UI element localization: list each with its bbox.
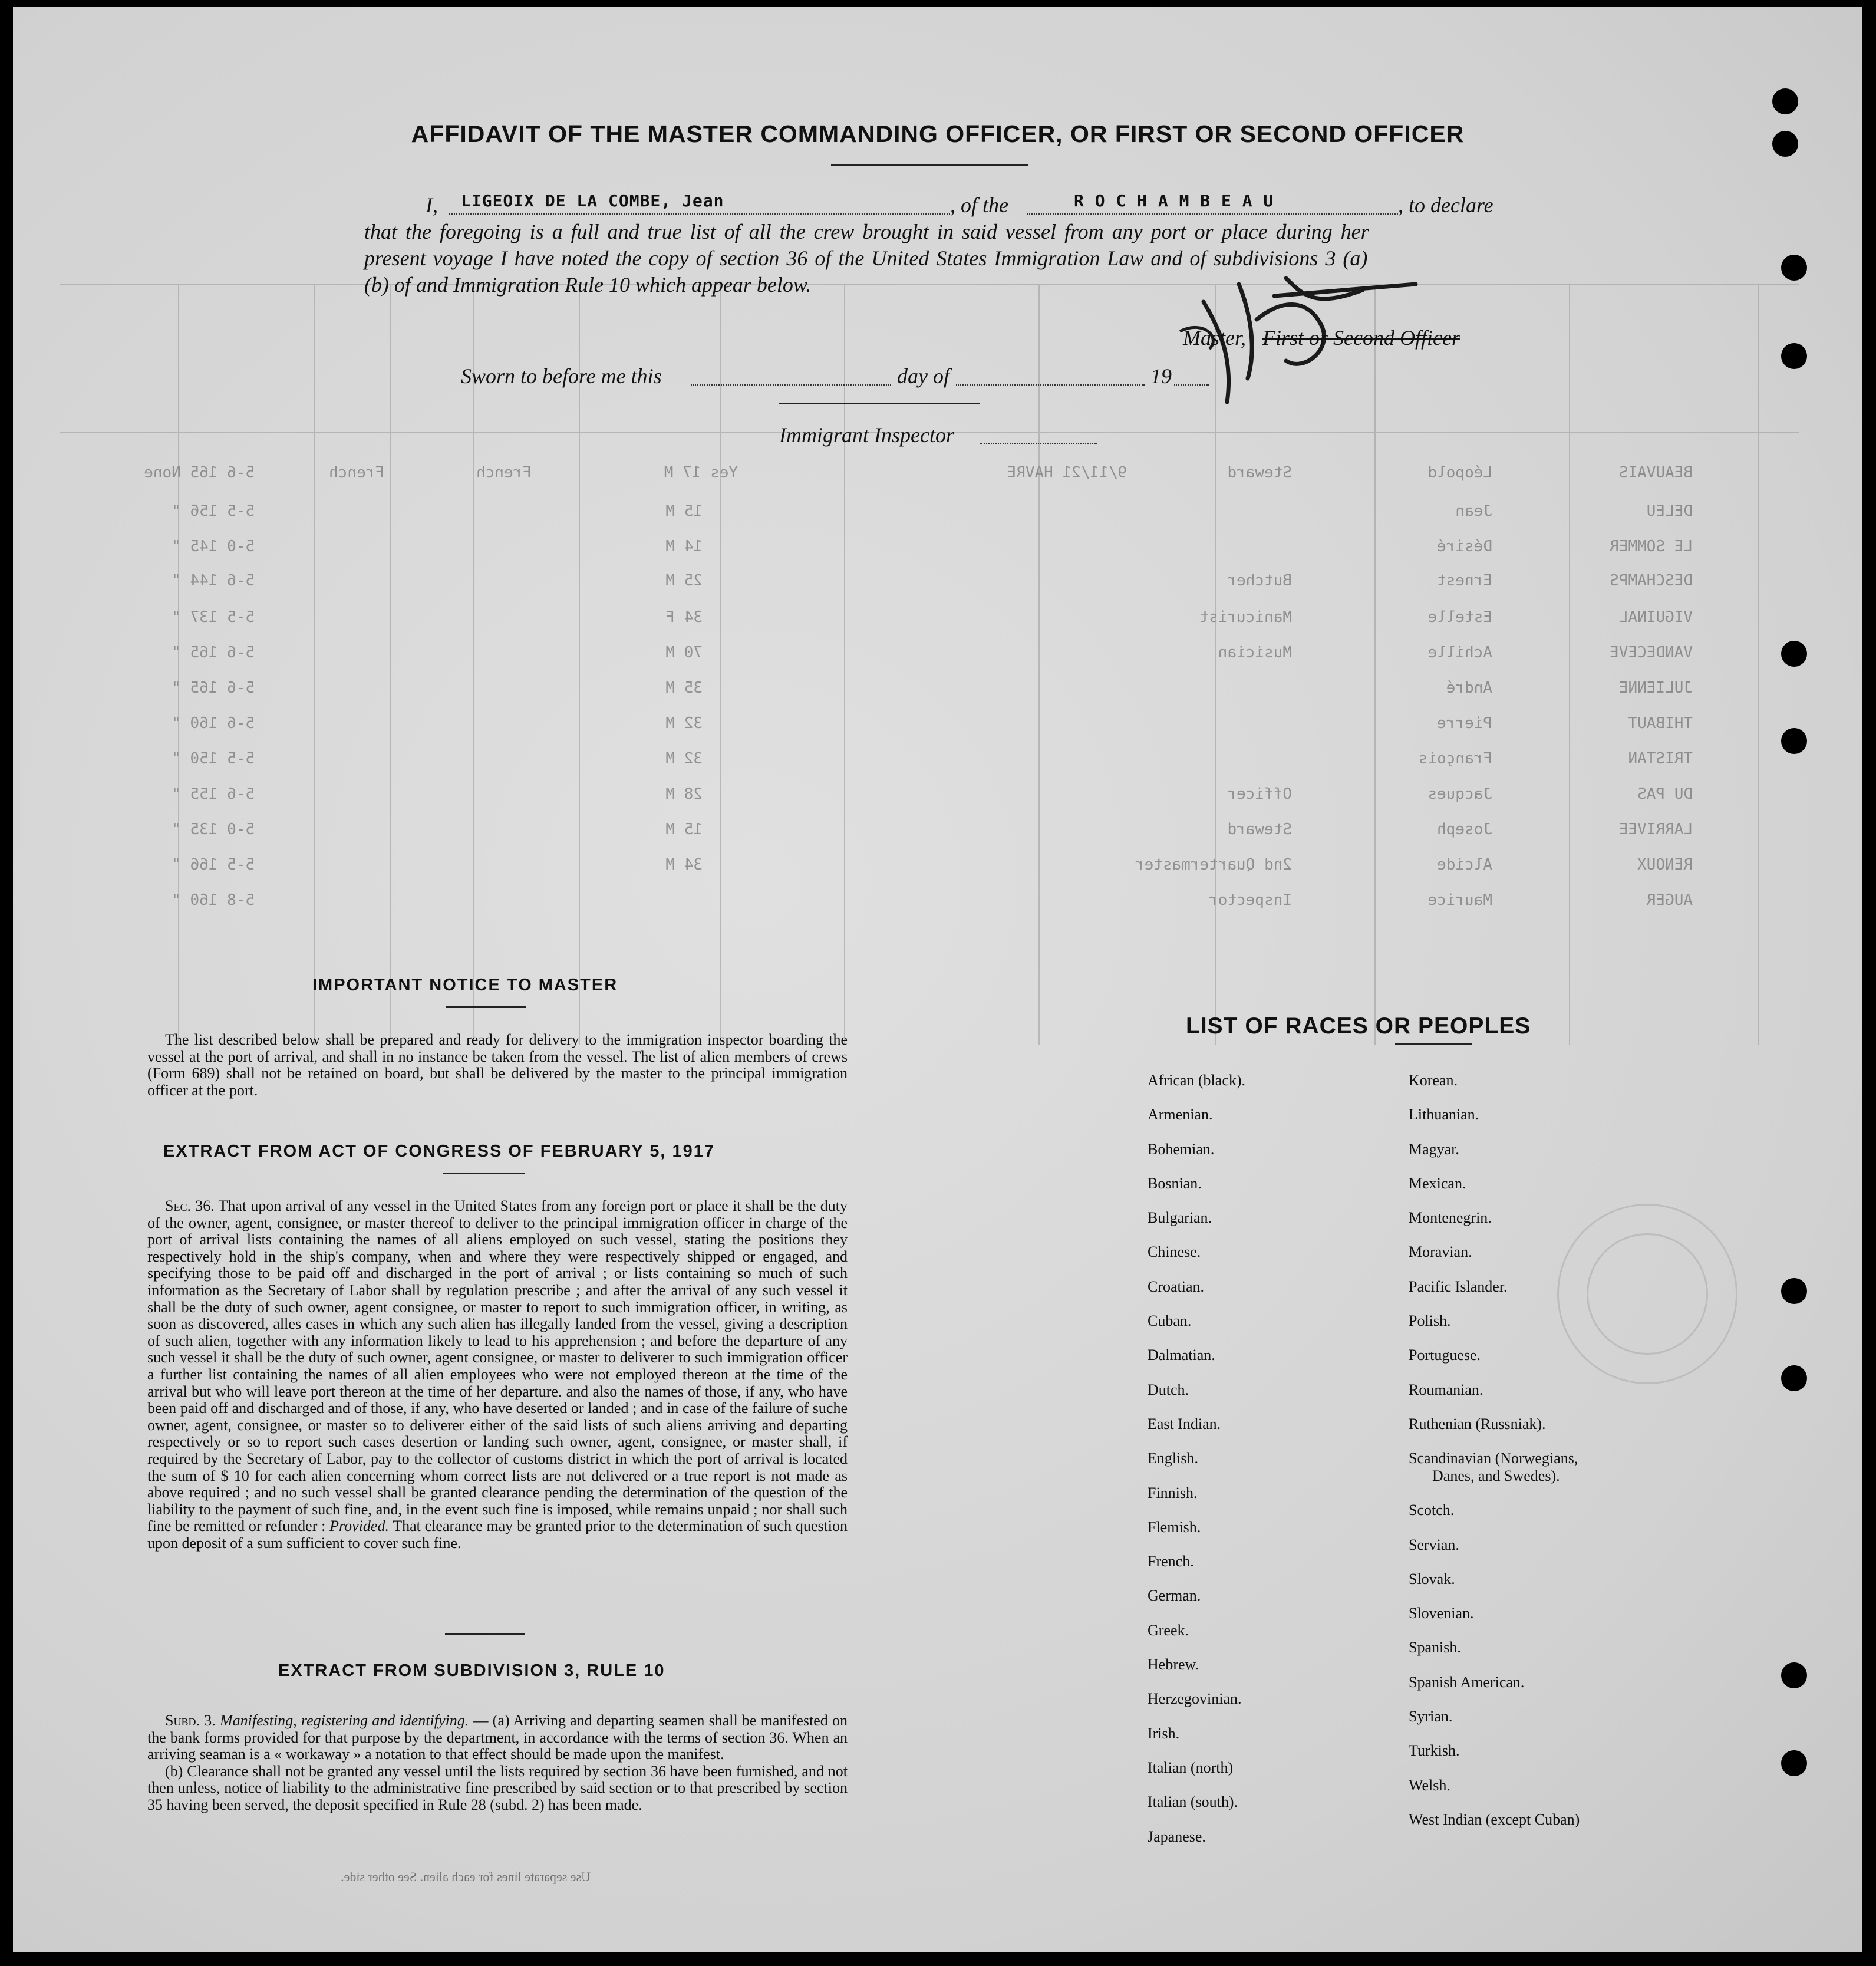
act-sec-label: Sec. 36. — [165, 1197, 215, 1214]
punch-hole-icon — [1781, 728, 1807, 754]
race-item: Cuban. — [1148, 1312, 1192, 1330]
race-item: German. — [1148, 1587, 1201, 1605]
race-item: Bulgarian. — [1148, 1209, 1212, 1227]
race-item: Turkish. — [1409, 1742, 1460, 1760]
punch-hole-icon — [1781, 255, 1807, 281]
rule-subd-heading: Manifesting, registering and identifying. — [219, 1712, 469, 1729]
act-text — [147, 1198, 848, 1552]
mirrored-footer: Use separate lines for each alien. See other side. — [341, 1869, 591, 1884]
race-item: Spanish. — [1409, 1639, 1461, 1657]
race-item: Finnish. — [1148, 1484, 1198, 1501]
races-title-underline — [1395, 1043, 1472, 1045]
race-item: Scotch. — [1409, 1501, 1455, 1519]
act-title-underline — [443, 1173, 525, 1174]
race-item: Hebrew. — [1148, 1656, 1199, 1674]
sworn-day-line — [691, 384, 891, 386]
sworn-year-line — [1174, 384, 1209, 386]
punch-hole-icon — [1781, 1662, 1807, 1688]
race-item: Italian (south). — [1148, 1793, 1238, 1811]
race-item: Danes, and Swedes). — [1432, 1467, 1560, 1485]
race-item: Montenegrin. — [1409, 1209, 1492, 1227]
sworn-month-line — [956, 384, 1145, 386]
rule-text-b: (b) Clearance shall not be granted any vessel until the lists required by section 36 have been furnished, and not then unless, notice of liability to the administrative fine prescribed by said section or to that prescribed by section 35 having been served, the deposit specified in Rule 28 (subd. 2) has been made. — [147, 1762, 848, 1813]
race-item: Syrian. — [1409, 1708, 1453, 1725]
punch-hole-icon — [1781, 1278, 1807, 1304]
race-item: Greek. — [1148, 1621, 1189, 1639]
race-item: Polish. — [1409, 1312, 1451, 1330]
embossed-seal-inner-icon — [1587, 1233, 1708, 1355]
punch-hole-icon — [1781, 1365, 1807, 1391]
race-item: Magyar. — [1409, 1140, 1459, 1158]
to-declare-label: , to declare — [1398, 193, 1493, 217]
punch-hole-icon — [1772, 131, 1798, 157]
act-title: EXTRACT FROM ACT OF CONGRESS OF FEBRUARY 5, 1917 — [163, 1142, 716, 1161]
punch-hole-icon — [1781, 1750, 1807, 1776]
vessel-line — [1027, 213, 1398, 215]
affidavit-title: AFFIDAVIT OF THE MASTER COMMANDING OFFICER, OR FIRST OR SECOND OFFICER — [411, 120, 1465, 147]
race-item: Scandinavian (Norwegians, — [1409, 1450, 1578, 1467]
bleed-through-table: BEAUVAIS Léopold Steward 9/11/21 HAVRE Yes 17 M French French 5-6 165 None DELEU Jean 15 M 5-5 156 " LE SOMMER Désiré 14 M 5-0 145 " DESCHAMPS Ernest Butcher 25 M 5-6 144 " VIGUINAL Estelle Manicurist 34 F 5-5 137 " VANDECEVE Achille Musician 70 M 5-6 165 " JULIENNE André 35 M 5-6 165 " THIBAUT Pierre 32 M 5-6 160 " TRISTAN François 32 M 5-5 150 " DU PAS Jacques Officer 28 M 5-6 155 " LARRIVEE Joseph Steward 15 M 5-0 135 " RENOUX Alcide 2nd Quartermaster 34 M 5-5 166 " AUGER Maurice Inspector 5-8 160 " — [60, 284, 1799, 1045]
race-item: Lithuanian. — [1409, 1106, 1479, 1124]
race-item: Bosnian. — [1148, 1174, 1202, 1192]
race-item: Dutch. — [1148, 1381, 1189, 1398]
races-right-column — [1409, 1063, 1580, 1837]
notice-text — [147, 1032, 848, 1099]
affidavit-line-2: that the foregoing is a full and true list of all the crew brought in said vessel from any port or place during her — [364, 220, 1369, 243]
race-item: Croatian. — [1148, 1277, 1205, 1295]
race-item: Dalmatian. — [1148, 1346, 1215, 1364]
race-item: Mexican. — [1409, 1174, 1466, 1192]
inspector-line — [980, 443, 1097, 444]
sworn-label: Sworn to before me this — [461, 364, 662, 388]
punch-hole-icon — [1781, 641, 1807, 667]
inspector-divider — [779, 403, 980, 404]
master-label: Master, — [1183, 326, 1246, 350]
declarant-name: LIGEOIX DE LA COMBE, Jean — [461, 191, 724, 210]
act-provided-label: Provided. — [329, 1517, 389, 1535]
race-item: Chinese. — [1148, 1243, 1201, 1261]
act-body: That upon arrival of any vessel in the United States from any foreign port or place it shall be the duty of the owner, agent, consignee, or master thereof to deliver to the principal immigration officer in charge of the port of arrival lists containing the names of all aliens employed on such vessel, stating the positions they respectively hold in the ship's company, when and where they were respectively shipped or engaged, and specifying those to be paid off and discharged in the port of arrival ; or lists containing so much of such information as the Secretary of Labor shall by regulation prescribe ; and after the arrival of any such vessel it shall be the duty of such owner, agent consignee, or master to report to such immigration officer, in writing, as soon as discovered, alles cases in which any such alien has illegally landed from the vessel, giving a description of such alien, together with any information likely to lead to his apprehension ; and before the departure of any such vessel it shall be the duty of such owner, agent consignee, or master to deliverer to such immigration officer a further list containing the names of all alien employees who were not employed thereon at the time of the arrival but who will leave port thereon at the time of her departure. and also the names of those, if any, who have been paid off and discharged and of those, if any, who have deserted or landed ; and in case of the failure of suche owner, agent, consignee, or master so to deliverer either of the said lists of such aliens arriving and departing respectively or so to report such cases desertion or landing such owner, agent, consignee, or master shall, if required by the Secretary of Labor, pay to the collector of customs district in which the port of arrival is located the sum of $ 10 for each alien concerning whom correct lists are not delivered or a true report is not made as above required ; and no such vessel shall be granted clearance pending the determination of the question of the liability to the payment of such fine, and, in the event such fine is imposed, while remains unpaid ; nor shall such fine be remitted or refunder : — [147, 1197, 848, 1535]
race-item: Italian (north) — [1148, 1758, 1234, 1776]
rule-title: EXTRACT FROM SUBDIVISION 3, RULE 10 — [278, 1661, 665, 1680]
rule-subd-label: Subd. 3. — [165, 1712, 216, 1729]
day-of-label: day of — [897, 364, 949, 388]
year-prefix: 19 — [1150, 364, 1172, 388]
race-item: Armenian. — [1148, 1106, 1213, 1124]
race-item: Moravian. — [1409, 1243, 1472, 1261]
race-item: Korean. — [1409, 1072, 1458, 1089]
punch-hole-icon — [1772, 88, 1798, 114]
race-item: Japanese. — [1148, 1827, 1206, 1845]
race-item: Bohemian. — [1148, 1140, 1215, 1158]
race-item: Welsh. — [1409, 1776, 1450, 1794]
race-item: Roumanian. — [1409, 1381, 1483, 1398]
race-item: Spanish American. — [1409, 1673, 1525, 1691]
notice-title-underline — [446, 1006, 526, 1008]
race-item: Slovak. — [1409, 1570, 1455, 1588]
race-item: Ruthenian (Russniak). — [1409, 1415, 1546, 1432]
race-item: French. — [1148, 1553, 1194, 1570]
punch-hole-icon — [1781, 343, 1807, 369]
declarant-line — [449, 213, 950, 215]
race-item: Servian. — [1409, 1536, 1459, 1553]
races-left-column — [1148, 1063, 1245, 1854]
race-item: West Indian (except Cuban) — [1409, 1810, 1580, 1828]
document-sheet — [13, 7, 1862, 1952]
rule-text — [147, 1713, 848, 1814]
master-struck-title: First or Second Officer — [1262, 326, 1460, 350]
affidavit-line-4: (b) of and Immigration Rule 10 which appear below. — [364, 273, 812, 297]
races-title: LIST OF RACES OR PEOPLES — [1186, 1013, 1531, 1039]
race-item: Portuguese. — [1409, 1346, 1481, 1364]
vessel-name: R O C H A M B E A U — [1074, 191, 1274, 210]
race-item: Slovenian. — [1409, 1605, 1474, 1622]
race-item: Herzegovinian. — [1148, 1690, 1242, 1708]
inspector-label: Immigrant Inspector — [779, 423, 954, 447]
act-provided-text: That clearance may be granted prior to the determination of such question upon deposit of a sum sufficient to cover such fine. — [147, 1517, 848, 1552]
race-item: Pacific Islander. — [1409, 1277, 1508, 1295]
rule-divider — [445, 1633, 525, 1635]
race-item: Flemish. — [1148, 1518, 1201, 1536]
race-item: East Indian. — [1148, 1415, 1221, 1432]
rule-text-a: — (a) Arriving and departing seamen shall be manifested on the bank forms provided for that purpose by the department, in accordance with the terms of section 36. When an arriving seaman is a « workaway » a notation to that effect should be made upon the manifest. — [147, 1712, 848, 1763]
affidavit-line-3: present voyage I have noted the copy of section 36 of the United States Immigration Law and of subdivisions 3 (a) — [364, 246, 1368, 270]
intro-i: I, — [426, 193, 438, 217]
title-underline — [831, 164, 1028, 166]
race-item: African (black). — [1148, 1072, 1246, 1089]
notice-paragraph: The list described below shall be prepared and ready for delivery to the immigration inspector boarding the vessel at the port of arrival, and shall in no instance be taken from the vessel. The list of alien members of crews (Form 689) shall not be retained on board, but shall be delivered by the master to the principal immigration officer at the port. — [147, 1031, 848, 1099]
race-item: Irish. — [1148, 1724, 1180, 1742]
notice-title: IMPORTANT NOTICE TO MASTER — [312, 976, 618, 994]
of-the-label: , of the — [950, 193, 1008, 217]
race-item: English. — [1148, 1450, 1198, 1467]
